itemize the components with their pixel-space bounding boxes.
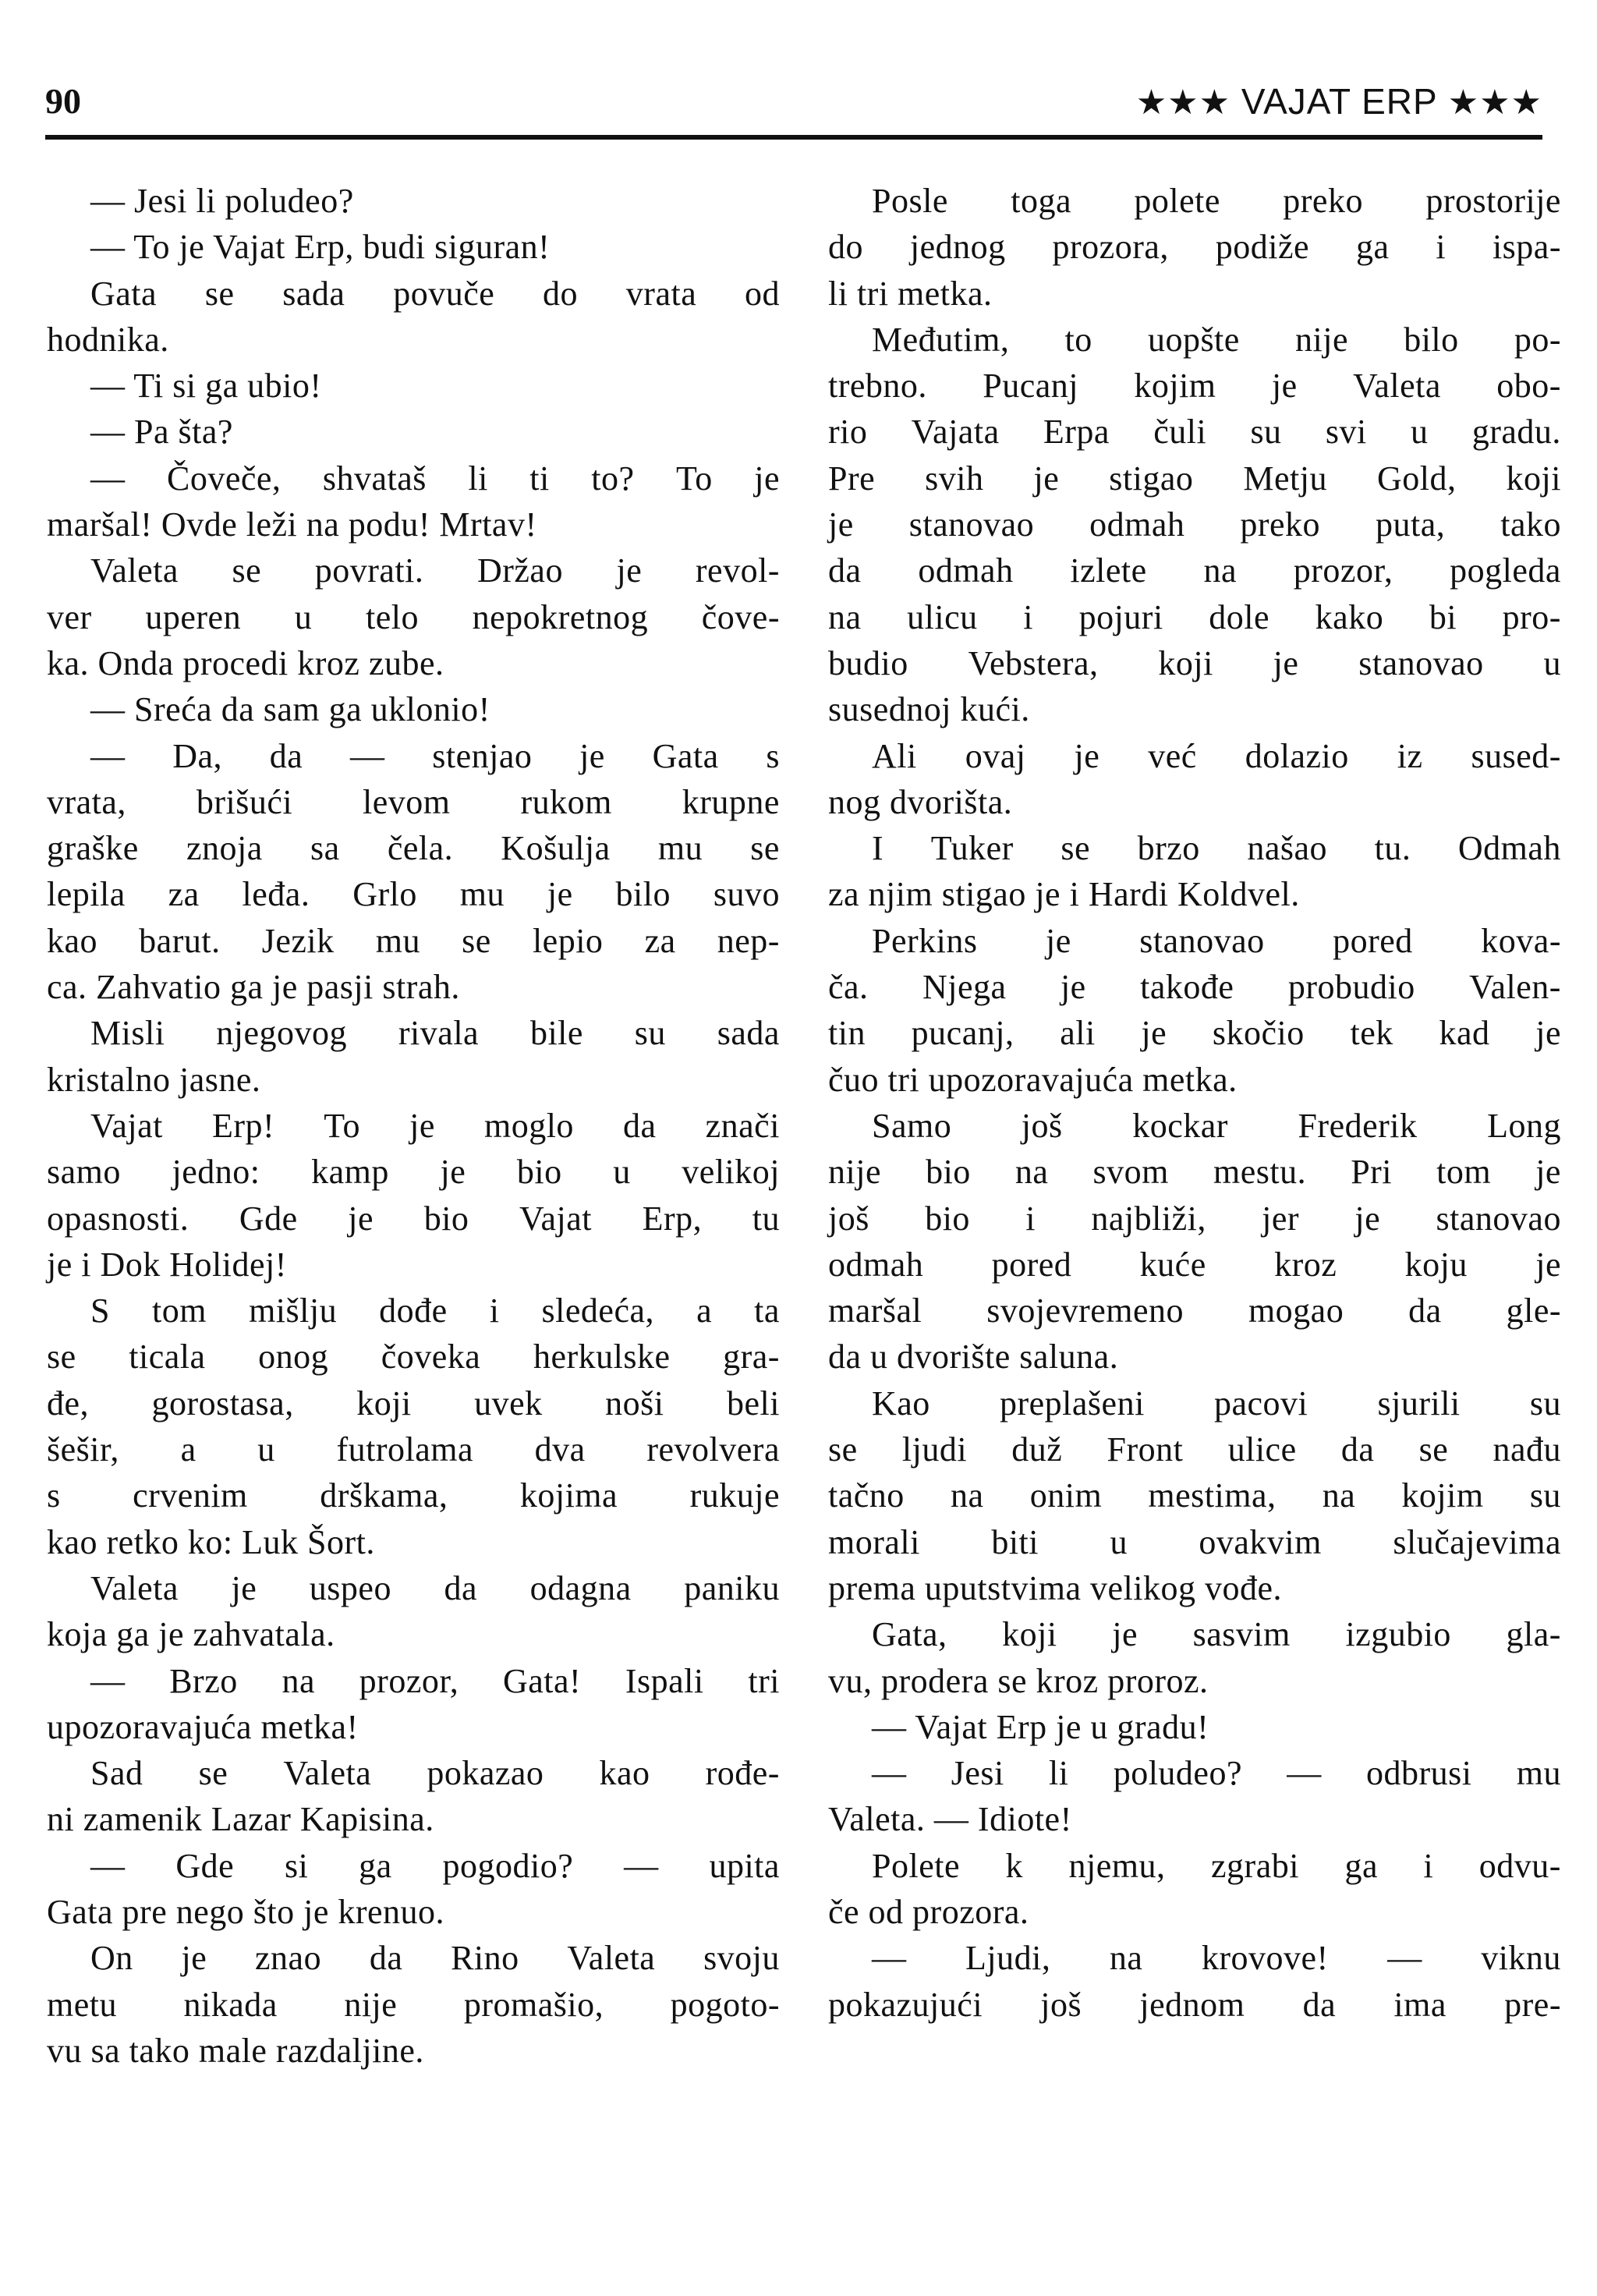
star-icon: ★ [1167, 83, 1199, 122]
text-line: — Pa šta? [90, 413, 233, 452]
text-line: — To je Vajat Erp, budi siguran! [90, 228, 551, 267]
text-line: da odmah izlete na prozor, pogleda [828, 551, 1561, 590]
text-line: pokazujući još jednom da ima pre- [828, 1985, 1561, 2024]
left-text-column [47, 178, 780, 2074]
text-line: — Jesi li poludeo? — odbrusi mu [872, 1754, 1561, 1793]
text-line: samo jedno: kamp je bio u velikoj [47, 1153, 780, 1192]
text-line: I Tuker se brzo našao tu. Odmah [872, 829, 1561, 868]
star-icon: ★ [1135, 83, 1168, 122]
star-icon: ★ [1479, 83, 1511, 122]
text-line: morali biti u ovakvim slučajevima [828, 1522, 1561, 1561]
text-line: prema uputstvima velikog vođe. [828, 1568, 1282, 1607]
text-line: odmah pored kuće kroz koju je [828, 1245, 1561, 1284]
text-line: — Jesi li poludeo? [90, 182, 354, 220]
text-line: — Vajat Erp je u gradu! [872, 1707, 1209, 1746]
text-line: ca. Zahvatio ga je pasji strah. [47, 968, 460, 1007]
text-line: šešir, a u futrolama dva revolvera [47, 1430, 780, 1469]
text-line: S tom mišlju dođe i sledeća, a ta [90, 1292, 780, 1330]
text-line: maršal! Ovde leži na podu! Mrtav! [47, 505, 537, 544]
text-line: Sad se Valeta pokazao kao rođe- [90, 1754, 780, 1793]
running-title-text: VAJAT ERP [1241, 81, 1437, 122]
text-line: — Ti si ga ubio! [90, 367, 322, 406]
text-line: s crvenim drškama, kojima rukuje [47, 1476, 780, 1515]
page-header [45, 78, 1542, 125]
text-line: Valeta se povrati. Držao je revol- [90, 551, 780, 590]
text-line: susednoj kući. [828, 690, 1030, 729]
text-line: On je znao da Rino Valeta svoju [90, 1939, 780, 1978]
text-line: budio Vebstera, koji je stanovao u [828, 643, 1561, 682]
text-line: graške znoja sa čela. Košulja mu se [47, 829, 780, 868]
text-line: Pre svih je stigao Metju Gold, koji [828, 459, 1561, 498]
text-line: Polete k njemu, zgrabi ga i odvu- [872, 1846, 1561, 1885]
header-rule [45, 135, 1542, 140]
text-line: je i Dok Holidej! [47, 1245, 287, 1284]
text-line: hodnika. [47, 320, 169, 359]
star-icon: ★ [1510, 83, 1542, 122]
text-line: ver uperen u telo nepokretnog čove- [47, 597, 780, 636]
text-line: — Ljudi, na krovove! — viknu [872, 1939, 1561, 1978]
text-line: kristalno jasne. [47, 1060, 261, 1099]
text-line: trebno. Pucanj kojim je Valeta obo- [828, 367, 1561, 406]
text-line: tačno na onim mestima, na kojim su [828, 1476, 1561, 1515]
text-line: đe, gorostasa, koji uvek noši beli [47, 1384, 780, 1423]
text-line: — Sreća da sam ga uklonio! [90, 690, 490, 729]
text-line: Gata pre nego što je krenuo. [47, 1892, 445, 1931]
text-line: rio Vajata Erpa čuli su svi u gradu. [828, 413, 1561, 452]
text-line: ni zamenik Lazar Kapisina. [47, 1800, 434, 1839]
running-title [1136, 78, 1542, 126]
text-line: koja ga je zahvatala. [47, 1615, 335, 1654]
text-line: do jednog prozora, podiže ga i ispa- [828, 228, 1561, 267]
text-line: lepila za leđa. Grlo mu je bilo suvo [47, 875, 780, 914]
text-line: još bio i najbliži, jer je stanovao [828, 1199, 1561, 1238]
text-line: Misli njegovog rivala bile su sada [90, 1014, 780, 1053]
text-line: — Da, da — stenjao je Gata s [90, 736, 780, 775]
text-line: opasnosti. Gde je bio Vajat Erp, tu [47, 1199, 780, 1238]
text-line: Međutim, to uopšte nije bilo po- [872, 320, 1561, 359]
text-line: — Gde si ga pogodio? — upita [90, 1846, 780, 1885]
text-line: — Čoveče, shvataš li ti to? To je [90, 459, 780, 498]
text-line: na ulicu i pojuri dole kako bi pro- [828, 597, 1561, 636]
text-line: vu sa tako male razdaljine. [47, 2031, 424, 2070]
text-line: maršal svojevremeno mogao da gle- [828, 1292, 1561, 1330]
text-line: Perkins je stanovao pored kova- [872, 921, 1561, 960]
text-line: nog dvorišta. [828, 782, 1013, 821]
text-line: se ljudi duž Front ulice da se nađu [828, 1430, 1561, 1469]
text-line: Valeta. — Idiote! [828, 1800, 1072, 1839]
text-line: Posle toga polete preko prostorije [872, 182, 1561, 220]
right-text-column [828, 178, 1561, 2028]
text-line: tin pucanj, ali je skočio tek kad je [828, 1014, 1561, 1053]
text-line: je stanovao odmah preko puta, tako [828, 505, 1561, 544]
text-line: da u dvorište saluna. [828, 1338, 1119, 1377]
star-icon: ★ [1199, 83, 1231, 122]
text-line: Gata se sada povuče do vrata od [90, 274, 780, 313]
text-line: nije bio na svom mestu. Pri tom je [828, 1153, 1561, 1192]
text-line: če od prozora. [828, 1892, 1029, 1931]
text-line: Gata, koji je sasvim izgubio gla- [872, 1615, 1561, 1654]
star-icon: ★ [1447, 83, 1480, 122]
text-line: za njim stigao je i Hardi Koldvel. [828, 875, 1300, 914]
text-line: Vajat Erp! To je moglo da znači [90, 1106, 780, 1145]
text-line: ča. Njega je takođe probudio Valen- [828, 968, 1561, 1007]
text-line: se ticala onog čoveka herkulske gra- [47, 1338, 780, 1377]
text-line: upozoravajuća metka! [47, 1707, 359, 1746]
text-line: Samo još kockar Frederik Long [872, 1106, 1561, 1145]
text-line: Ali ovaj je već dolazio iz sused- [872, 736, 1561, 775]
text-line: vrata, brišući levom rukom krupne [47, 782, 780, 821]
text-line: kao barut. Jezik mu se lepio za nep- [47, 921, 780, 960]
text-line: ka. Onda procedi kroz zube. [47, 643, 444, 682]
text-line: kao retko ko: Luk Šort. [47, 1522, 375, 1561]
text-line: li tri metka. [828, 274, 993, 313]
text-line: čuo tri upozoravajuća metka. [828, 1060, 1238, 1099]
text-line: Kao preplašeni pacovi sjurili su [872, 1384, 1561, 1423]
text-line: vu, prodera se kroz proroz. [828, 1661, 1209, 1700]
text-line: metu nikada nije promašio, pogoto- [47, 1985, 780, 2024]
text-line: Valeta je uspeo da odagna paniku [90, 1568, 780, 1607]
text-line: — Brzo na prozor, Gata! Ispali tri [90, 1661, 780, 1700]
page-number: 90 [45, 81, 81, 121]
